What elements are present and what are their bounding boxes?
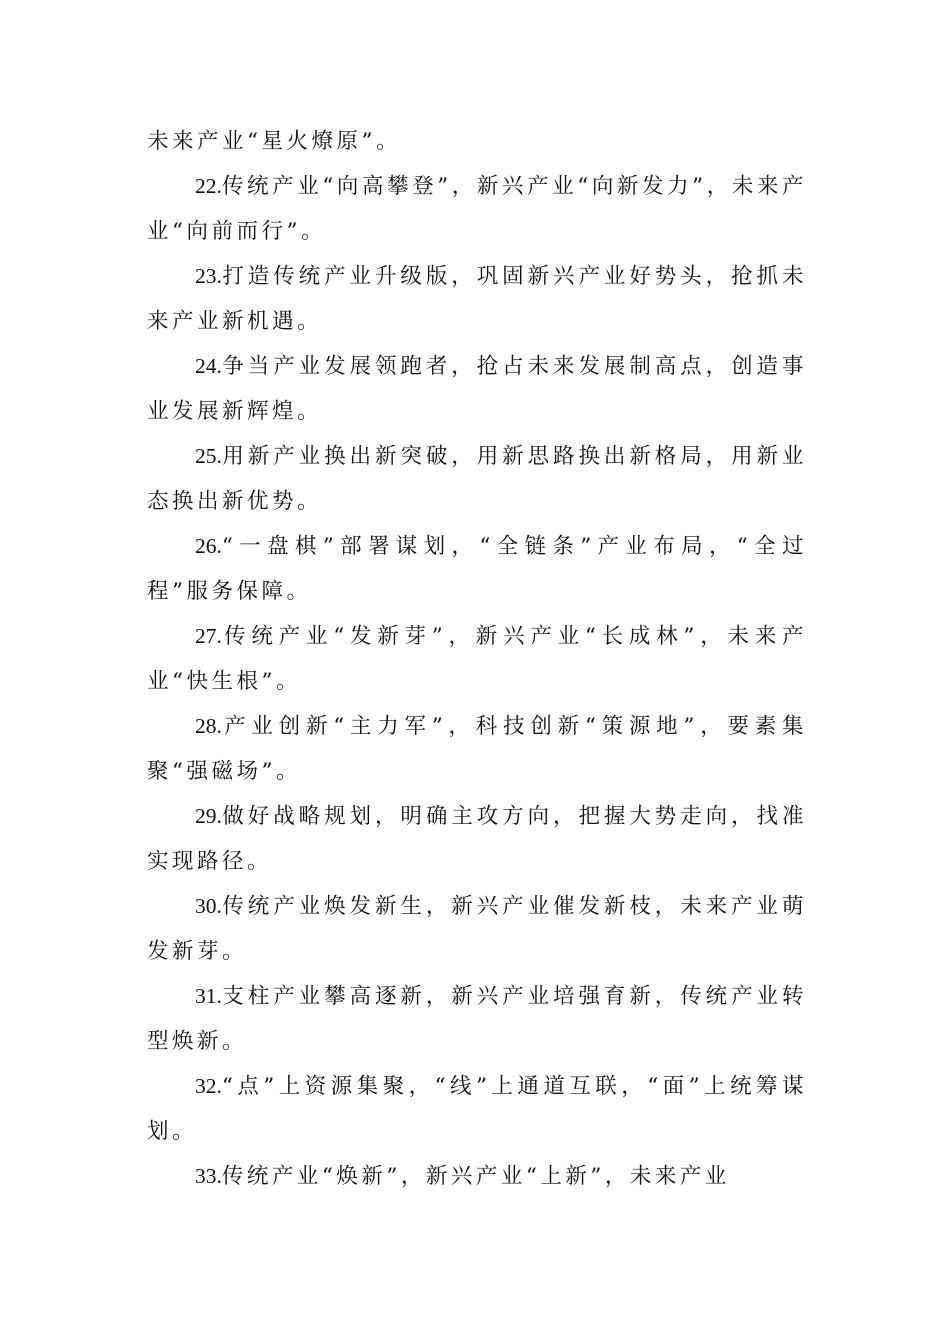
- item-text: 传统产业“发新芽”，新兴产业“长成林”，未来产业“快生根”。: [147, 624, 807, 694]
- item-text: 支柱产业攀高逐新，新兴产业培强育新，传统产业转型焕新。: [147, 984, 807, 1054]
- item-number: 31.: [195, 984, 222, 1008]
- item-text: 做好战略规划，明确主攻方向，把握大势走向，找准实现路径。: [147, 804, 807, 874]
- lead-line: 未来产业“星火燎原”。: [147, 129, 401, 154]
- item-number: 33.: [195, 1164, 222, 1188]
- item-number: 26.: [195, 534, 222, 558]
- item-text: 传统产业“向高攀登”，新兴产业“向新发力”，未来产业“向前而行”。: [147, 174, 807, 244]
- item-number: 30.: [195, 894, 222, 918]
- item-text: 传统产业焕发新生，新兴产业催发新枝，未来产业萌发新芽。: [147, 894, 807, 964]
- item-number: 29.: [195, 804, 222, 828]
- list-item: [147, 614, 807, 704]
- item-number: 22.: [195, 174, 222, 198]
- item-text: “一盘棋”部署谋划，“全链条”产业布局，“全过程”服务保障。: [147, 534, 807, 604]
- item-number: 27.: [195, 624, 222, 648]
- item-number: 32.: [195, 1074, 222, 1098]
- list-item: [147, 974, 807, 1064]
- list-item: [147, 1154, 807, 1199]
- item-text: “点”上资源集聚，“线”上通道互联，“面”上统筹谋划。: [147, 1074, 807, 1144]
- item-text: 打造传统产业升级版，巩固新兴产业好势头，抢抓未来产业新机遇。: [147, 264, 807, 334]
- item-number: 23.: [195, 264, 222, 288]
- item-text: 用新产业换出新突破，用新思路换出新格局，用新业态换出新优势。: [147, 444, 807, 514]
- item-number: 28.: [195, 714, 222, 738]
- item-number: 24.: [195, 354, 222, 378]
- item-text: 争当产业发展领跑者，抢占未来发展制高点，创造事业发展新辉煌。: [147, 354, 807, 424]
- list-item: [147, 254, 807, 344]
- list-item: [147, 704, 807, 794]
- list-item: [147, 164, 807, 254]
- list-item: [147, 1064, 807, 1154]
- item-text: 产业创新“主力军”，科技创新“策源地”，要素集聚“强磁场”。: [147, 714, 807, 784]
- document-page: [147, 119, 807, 1199]
- item-text: 传统产业“焕新”，新兴产业“上新”，未来产业: [221, 1164, 730, 1189]
- list-item: [147, 524, 807, 614]
- list-item: [147, 794, 807, 884]
- list-item: [147, 884, 807, 974]
- list-item: [147, 344, 807, 434]
- list-item: [147, 434, 807, 524]
- item-number: 25.: [195, 444, 222, 468]
